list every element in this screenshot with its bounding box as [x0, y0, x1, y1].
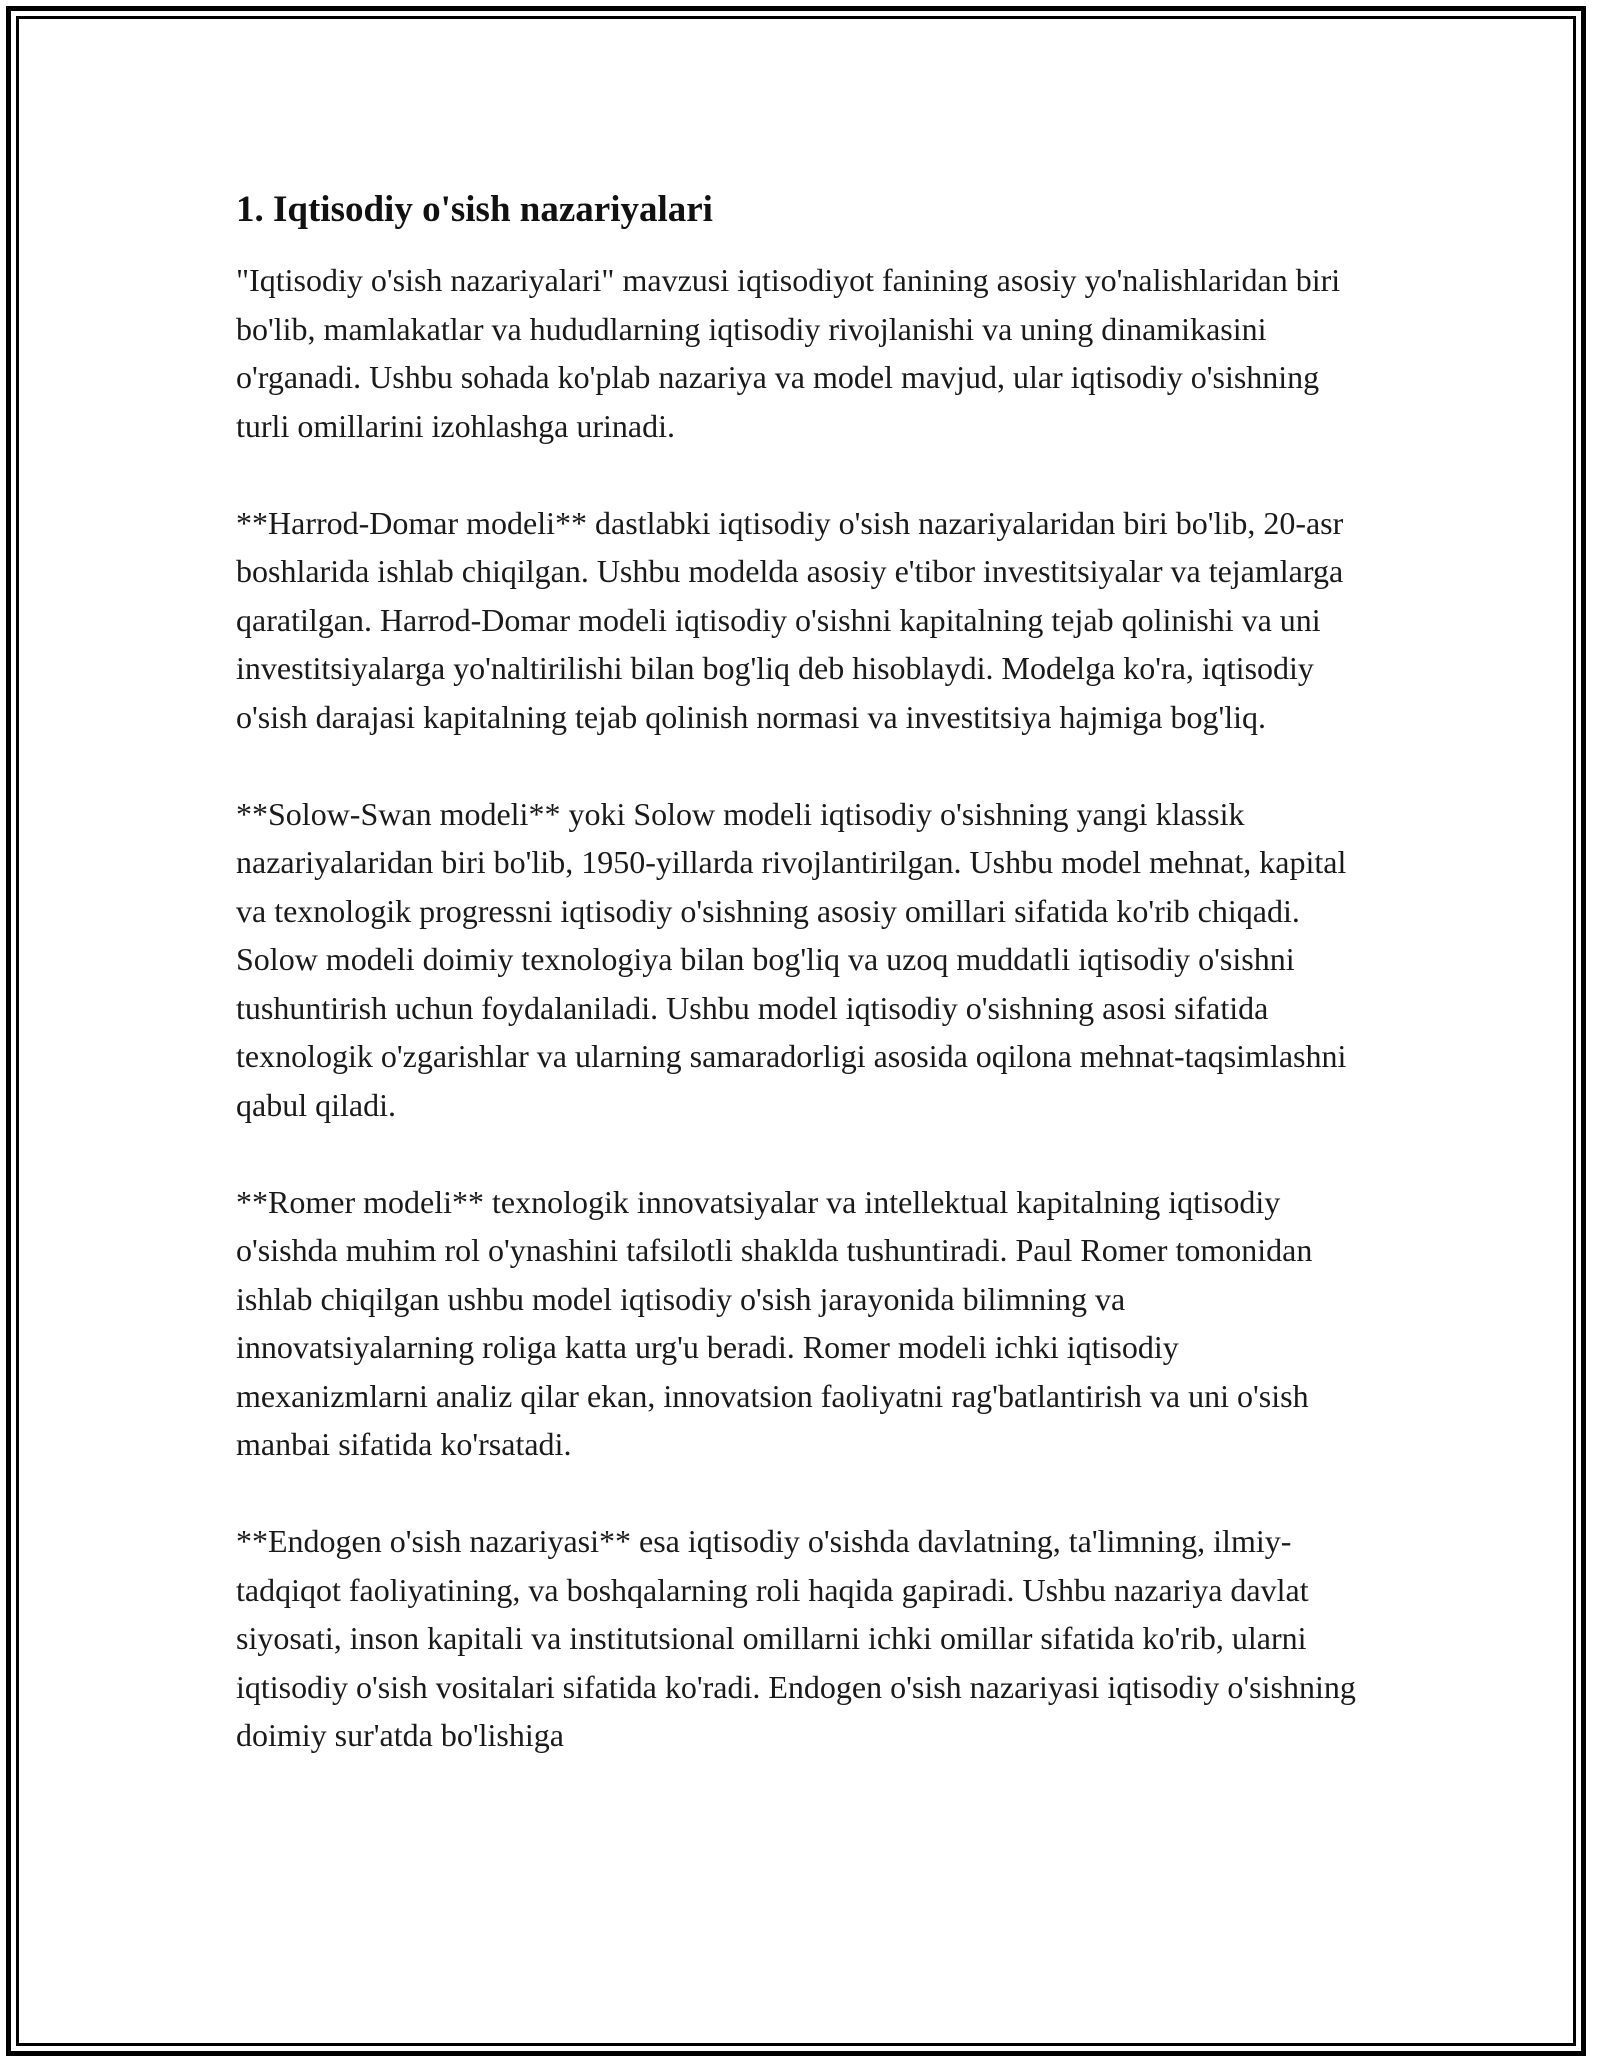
- paragraph-intro: "Iqtisodiy o'sish nazariyalari" mavzusi iqtisodiyot fanining asosiy yo'nalishlaridan biri bo'lib, mamlakatlar va hududlarning iqtisodiy rivojlanishi va uning dinamikasini o'rganadi. Ushbu sohada ko'plab nazariya va model mavjud, ular iqtisodiy o'sishning turli omillarini izohlashga urinadi.: [236, 262, 1341, 444]
- document-body: [236, 186, 1366, 1760]
- paragraph-harrod-domar: **Harrod-Domar modeli** dastlabki iqtisodiy o'sish nazariyalaridan biri bo'lib, 20-asr boshlarida ishlab chiqilgan. Ushbu modelda asosiy e'tibor investitsiyalar va tejamlarga qaratilgan. Harrod-Domar modeli iqtisodiy o'sishni kapitalning tejab qolinishi va uni investitsiyalarga yo'naltirilishi bilan bog'liq deb hisoblaydi. Modelga ko'ra, iqtisodiy o'sish darajasi kapitalning tejab qolinish normasi va investitsiya hajmiga bog'liq.: [236, 504, 1344, 735]
- page-title: 1. Iqtisodiy o'sish nazariyalari: [236, 189, 713, 230]
- paragraph-romer: **Romer modeli** texnologik innovatsiyalar va intellektual kapitalning iqtisodiy o'sishda muhim rol o'ynashini tafsilotli shaklda tushuntiradi. Paul Romer tomonidan ishlab chiqilgan ushbu model iqtisodiy o'sish jarayonida bilimning va innovatsiyalarning roliga katta urg'u beradi. Romer modeli ichki iqtisodiy mexanizmlarni analiz qilar ekan, innovatsion faoliyatni rag'batlantirish va uni o'sish manbai sifatida ko'rsatadi.: [236, 1183, 1313, 1462]
- paragraph-endogen: **Endogen o'sish nazariyasi** esa iqtisodiy o'sishda davlatning, ta'limning, ilmiy-tadqiqot faoliyatining, va boshqalarning roli haqida gapiradi. Ushbu nazariya davlat siyosati, inson kapitali va institutsional omillarni ichki omillar sifatida ko'rib, ularni iqtisodiy o'sish vositalari sifatida ko'radi. Endogen o'sish nazariyasi iqtisodiy o'sishning doimiy sur'atda bo'lishiga: [236, 1523, 1356, 1753]
- paragraph-solow-swan: **Solow-Swan modeli** yoki Solow modeli iqtisodiy o'sishning yangi klassik nazariyalaridan biri bo'lib, 1950-yillarda rivojlantirilgan. Ushbu model mehnat, kapital va texnologik progressni iqtisodiy o'sishning asosiy omillari sifatida ko'rib chiqadi. Solow modeli doimiy texnologiya bilan bog'liq va uzoq muddatli iqtisodiy o'sishni tushuntirish uchun foydalaniladi. Ushbu model iqtisodiy o'sishning asosi sifatida texnologik o'zgarishlar va ularning samaradorligi asosida oqilona mehnat-taqsimlashni qabul qiladi.: [236, 795, 1347, 1123]
